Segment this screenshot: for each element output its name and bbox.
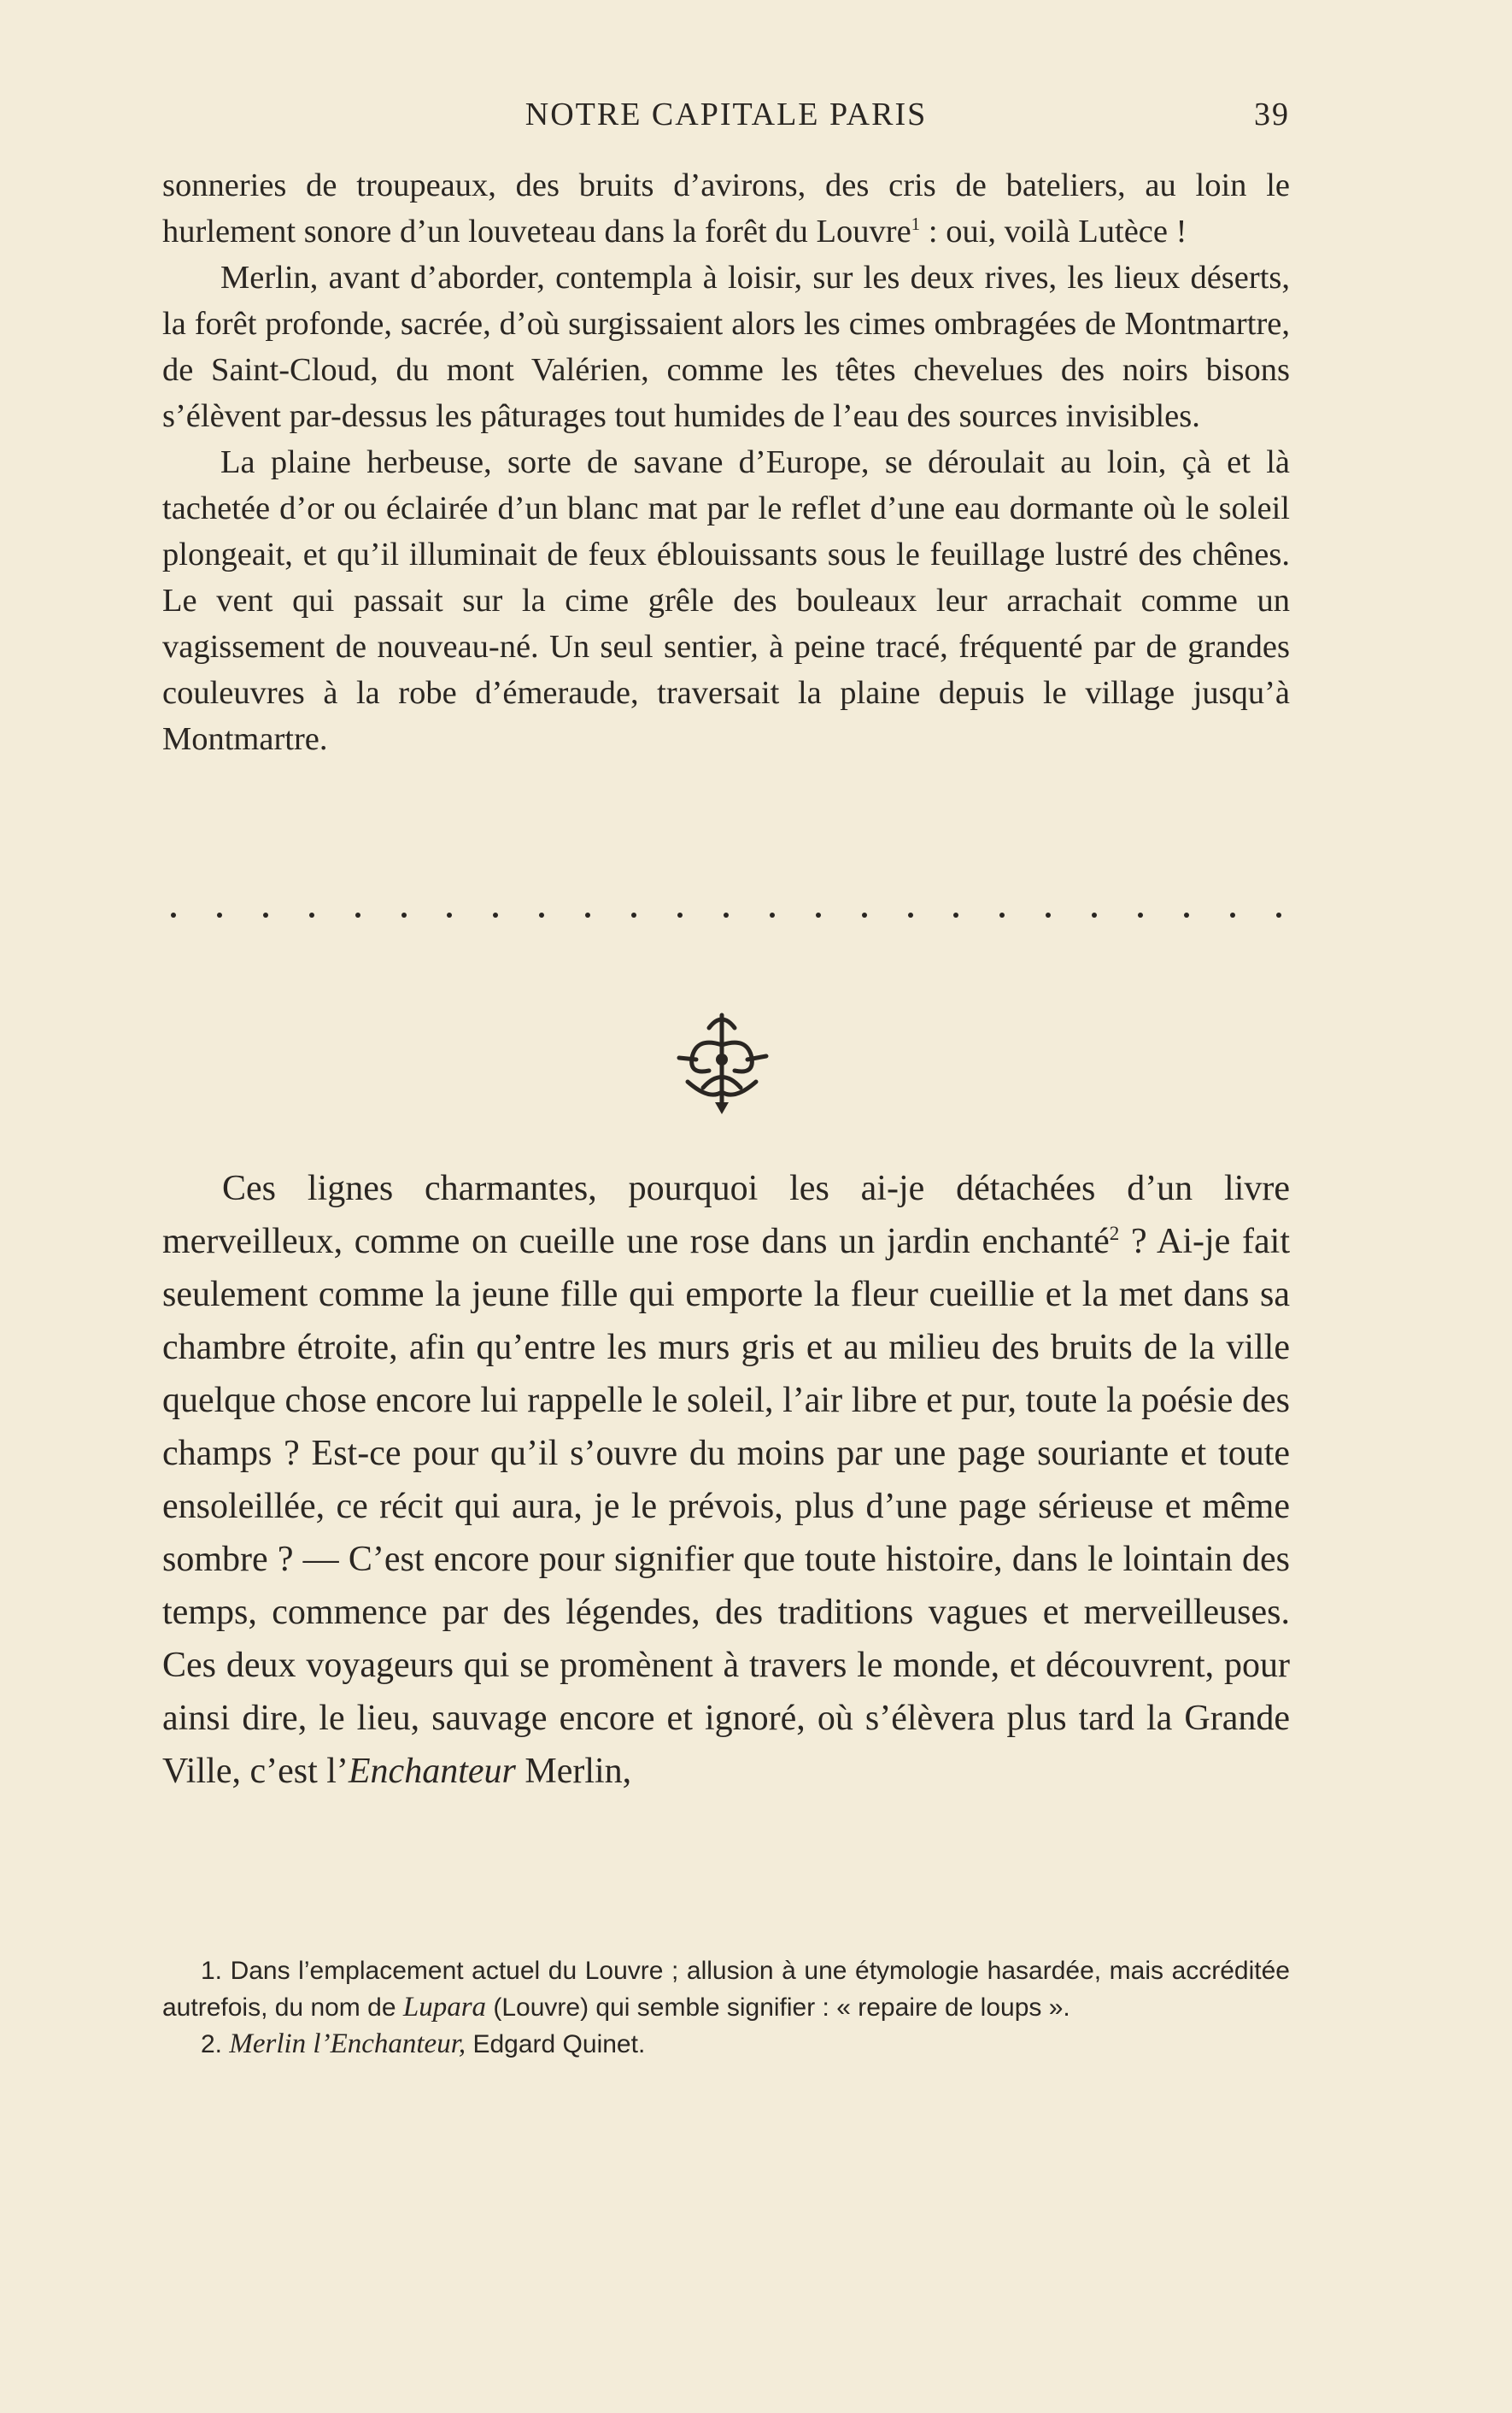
- dot: [171, 913, 176, 918]
- dot: [1138, 913, 1143, 918]
- dot: [1184, 913, 1189, 918]
- running-head: [162, 96, 1290, 138]
- dot: [217, 913, 222, 918]
- fleuron-ornament-icon: [662, 1007, 782, 1118]
- dot: [1276, 913, 1281, 918]
- dot: [770, 913, 775, 918]
- passage-paragraph-2: Merlin, avant d’aborder, contempla à loisir, sur les deux rives, les lieux déserts, la forêt profonde, sacrée, d’où surgissaient alors les cimes ombragées de Montmartre, de Saint-Cloud, du mont Valérien, comme les têtes chevelues des noirs bisons s’élèvent par-dessus les pâturages tout humides de l’eau des sources invisibles.: [162, 260, 1290, 434]
- dot: [953, 913, 958, 918]
- dot: [677, 913, 683, 918]
- main-paragraph: Ces lignes charmantes, pourquoi les ai-je détachées d’un livre merveilleux, comme on cueille une rose dans un jardin enchanté$^2$ ? Ai-je fait seulement comme la jeune fille qui emporte la fleur cueillie et la met dans sa chambre étroite, afin qu’entre les murs gris et au milieu des bruits de la ville quelque chose encore lui rappelle le soleil, l’air libre et pur, toute la poésie des champs ? Est-ce pour qu’il s’ouvre du moins par une page souriante et toute ensoleillée, ce récit qui aura, je le prévois, plus d’une page sérieuse et même sombre ? — C’est encore pour signifier que toute histoire, dans le lointain des temps, commence par des légendes, des traditions vagues et merveilleuses. Ces deux voyageurs qui se promènent à travers le monde, et découvrent, pour ainsi dire, le lieu, sauvage encore et ignoré, où s’élèvera plus tard la Grande Ville, c’est l’Enchanteur Merlin,: [162, 1169, 1290, 1791]
- footnote-ref-2: 2: [1109, 1222, 1120, 1244]
- italic-enchanteur: Enchanteur: [348, 1752, 516, 1791]
- dot: [908, 913, 913, 918]
- page-number: 39: [1254, 97, 1290, 132]
- dot: [309, 913, 314, 918]
- dot: [1092, 913, 1097, 918]
- dot: [631, 913, 636, 918]
- dot: [401, 913, 407, 918]
- passage-paragraph-1: sonneries de troupeaux, des bruits d’avirons, des cris de bateliers, au loin le hurlement sonore d’un louveteau dans la forêt du Louvre$^1$ : oui, voilà Lutèce !: [162, 167, 1290, 250]
- footnotes: [162, 1953, 1290, 2063]
- footnote-1: 1. Dans l’emplacement actuel du Louvre ; allusion à une étymologie hasardée, mais accréditée autrefois, du nom de Lupara (Louvre) qui semble signifier : « repaire de loups ».: [162, 1957, 1290, 2023]
- dot: [1046, 913, 1051, 918]
- dot: [355, 913, 360, 918]
- dot: [447, 913, 452, 918]
- dotted-separator: [171, 913, 1281, 918]
- dot: [493, 913, 498, 918]
- dot: [539, 913, 544, 918]
- footnote-2: 2. Merlin l’Enchanteur, Edgard Quinet.: [201, 2028, 646, 2059]
- quoted-passage: [162, 162, 1290, 762]
- dot: [1230, 913, 1235, 918]
- running-title: NOTRE CAPITALE PARIS: [525, 97, 928, 132]
- dot: [816, 913, 821, 918]
- dot: [585, 913, 590, 918]
- dot: [862, 913, 867, 918]
- dot: [999, 913, 1005, 918]
- dot: [263, 913, 268, 918]
- passage-paragraph-3: La plaine herbeuse, sorte de savane d’Europe, se déroulait au loin, çà et là tachetée d’or ou éclairée d’un blanc mat par le reflet d’une eau dormante où le soleil plongeait, et qu’il illuminait de feux éblouissants sous le feuillage lustré des chênes. Le vent qui passait sur la cime grêle des bouleaux leur arrachait comme un vagissement de nouveau-né. Un seul sentier, à peine tracé, fréquenté par de grandes couleuvres à la robe d’émeraude, traversait la plaine depuis le village jusqu’à Montmartre.: [162, 444, 1290, 757]
- footnote-ref-1: 1: [911, 214, 921, 235]
- dot: [724, 913, 729, 918]
